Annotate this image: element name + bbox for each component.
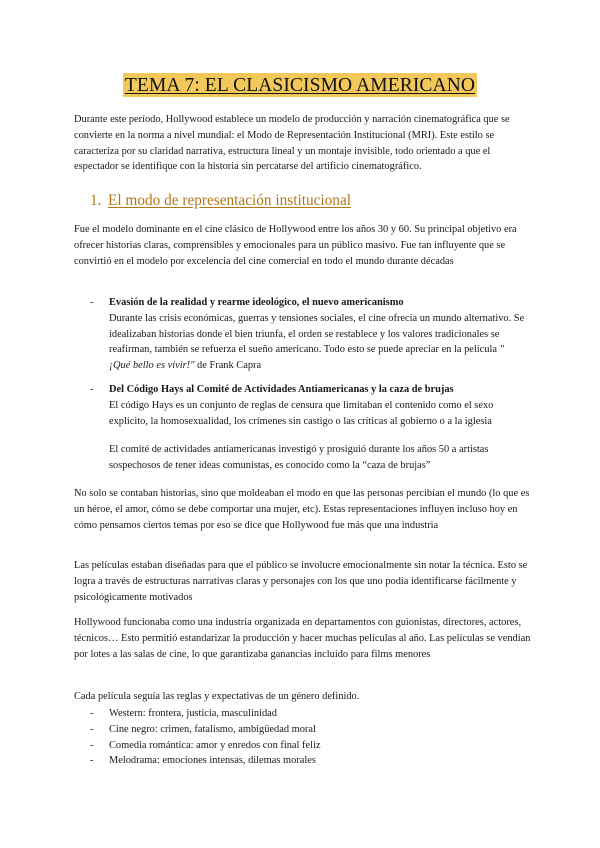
bullet-marker: - <box>90 297 94 308</box>
paragraph: No solo se contaban historias, sino que moldeaban el modo en que las personas percibían el mundo (lo que es un héroe, el amor, cómo se debe comportar una mujer, etc). Estas representaciones influyen incluso hoy en cómo pensamos ciertos temas por eso se dice que Hollywood fue más que una industria <box>74 488 530 531</box>
title-container <box>0 73 600 97</box>
bullet-text <box>109 311 526 374</box>
paragraph: Las películas estaban diseñadas para que el público se involucre emocionalmente sin notar la técnica. Esto se logra a través de estructuras narrativas claras y personajes con los que uno podía identificarse fácilmente y psicológicamente motivados <box>74 560 528 603</box>
bullet-heading: Evasión de la realidad y rearme ideológico, el nuevo americanismo <box>109 297 404 308</box>
bullet-text-tail: de Frank Capra <box>194 360 262 372</box>
bullet-text: El código Hays es un conjunto de reglas de censura que limitaban el contenido como el sexo explícito, la homosexualidad, los crímenes sin castigo o las críticas al gobierno o a la iglesia <box>109 399 494 427</box>
intro-paragraph: Durante este período, Hollywood establece un modelo de producción y narración cinematográfica que se convierte en la norma a nivel mundial: el Modo de Representación Institucional (MRI). Este estilo se caracteriza por su claridad narrativa, estructura lineal y un montaje invisible, todo orientado a que el espectador se identifique con la historia sin percatarse del artificio cinematográfico. <box>74 114 510 173</box>
bullet-heading: Del Código Hays al Comité de Actividades Antiamericanas y la caza de brujas <box>109 384 454 395</box>
bullet-item <box>90 382 526 474</box>
bullet-text-secondary: El comité de actividades antiamericanas investigó y prosiguió durante los años 50 a artistas sospechosos de tener ideas comunistas, es conocido como la “caza de brujas” <box>109 444 489 472</box>
list-item <box>90 753 526 769</box>
bullet-item <box>90 295 526 374</box>
bullet-text-main: Durante las crisis económicas, guerras y tensiones sociales, el cine ofrecía un mundo alternativo. Se idealizaban historias donde el bien triunfa, el orden se restablece y los valores tradicionales se reafirman, también se refuerza el sueño americano. Todo esto se puede apreciar en la película <box>109 312 525 356</box>
bullet-marker: - <box>90 755 94 767</box>
paragraph: Hollywood funcionaba como una industria organizada en departamentos con guionistas, directores, actores, técnicos… Esto permitió estandarizar la producción y hacer muchas películas al año. Las películas se vendían por lotes a las salas de cine, lo que garantizaba ganancias incluido para films menores <box>74 617 531 660</box>
genre-text: Comedia romántica: amor y enredos con final feliz <box>109 739 321 751</box>
bullet-marker: - <box>90 384 94 395</box>
genre-text: Melodrama: emociones intensas, dilemas morales <box>109 755 316 767</box>
section-number: 1. <box>90 192 102 209</box>
section-heading <box>90 191 351 211</box>
bullet-marker: - <box>90 723 94 735</box>
genre-text: Cine negro: crimen, fatalismo, ambigüedad moral <box>109 723 316 735</box>
genre-list <box>90 706 526 769</box>
list-item <box>90 738 526 754</box>
section-paragraph: Fue el modelo dominante en el cine clásico de Hollywood entre los años 30 y 60. Su principal objetivo era ofrecer historias claras, comprensibles y emocionales para un público masivo. Fue tan influyente que se convirtió en el modelo por excelencia del cine comercial en todo el mundo durante décadas <box>74 224 517 267</box>
bullet-marker: - <box>90 708 94 719</box>
page-title: TEMA 7: EL CLASICISMO AMERICANO <box>124 75 476 96</box>
genre-text: Western: frontera, justicia, masculinidad <box>109 708 277 719</box>
paragraph: Cada película seguía las reglas y expectativas de un género definido. <box>74 691 360 702</box>
section-title: El modo de representación institucional <box>108 192 351 209</box>
bullet-marker: - <box>90 739 94 751</box>
list-item <box>90 722 526 738</box>
film-title: " ¡Qué bello es vivir!" <box>109 344 504 372</box>
list-item <box>90 706 526 722</box>
